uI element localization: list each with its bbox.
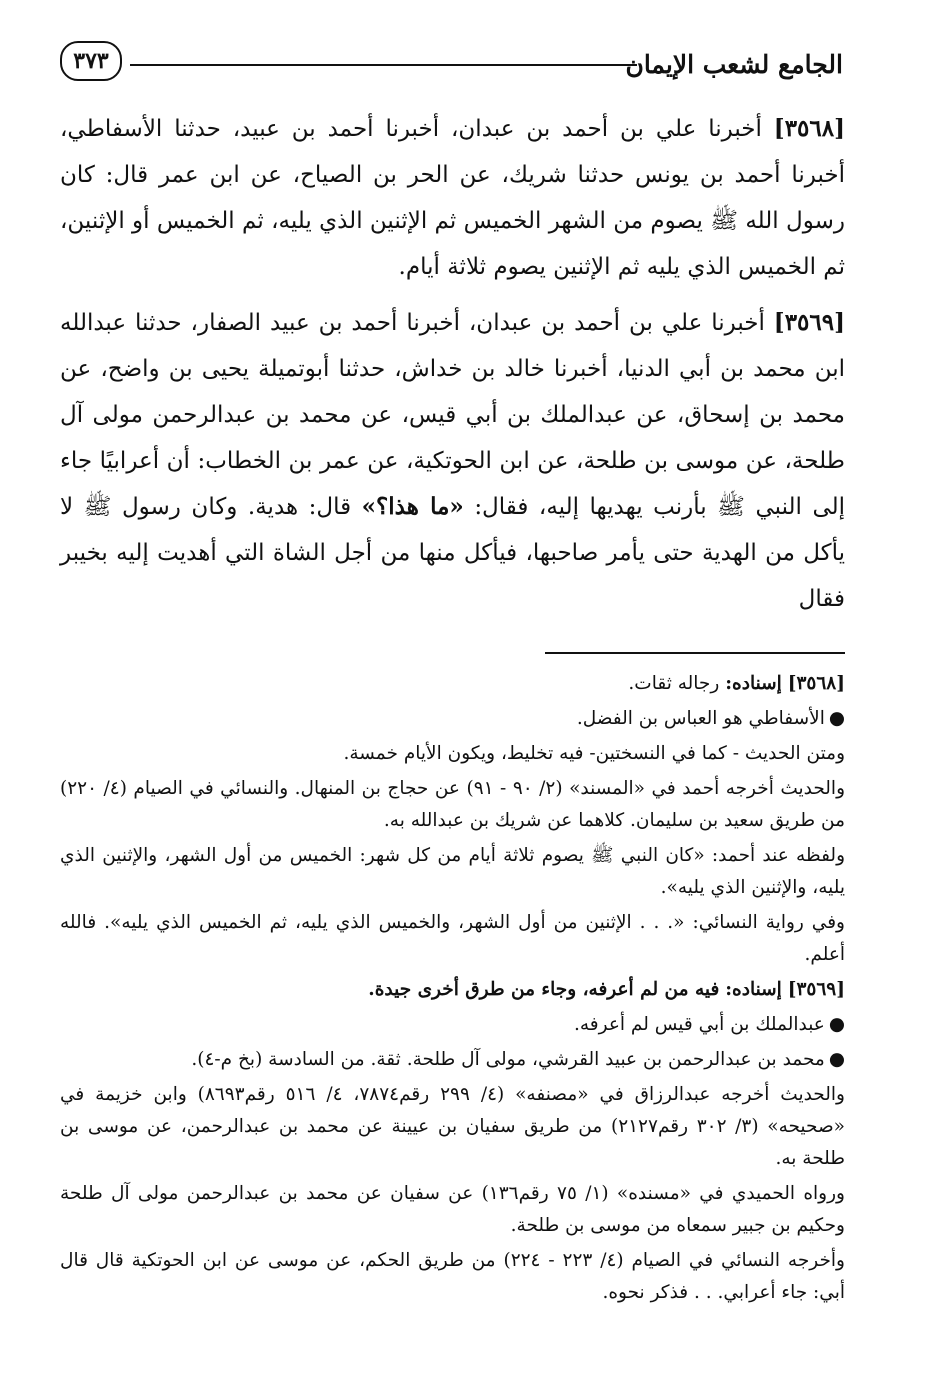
note-paragraph: وأخرجه النسائي في الصيام (٤/ ٢٢٣ - ٢٢٤) من طريق الحكم، عن موسى عن ابن الحوتكية قال قال أبي: جاء أعرابي. . . فذكر نحوه. (60, 1250, 845, 1303)
note-bullet (60, 1044, 845, 1076)
hadith-number: [٣٥٦٨] (773, 115, 845, 142)
page-header (60, 38, 845, 92)
main-text (60, 106, 845, 622)
hadith-text-a: أخبرنا علي بن أحمد بن عبدان، أخبرنا أحمد بن عبيد الصفار، حدثنا عبدالله ابن محمد بن أبي الدنيا، أخبرنا خالد بن خداش، حدثنا أبوتميلة يحيى بن واضح، عن محمد بن إسحاق، عن عبدالملك بن أبي قيس، عن محمد بن عبدالرحمن مولى آل طلحة، عن موسى بن طلحة، عن ابن الحوتكية، عن عمر بن الخطاب: أن أعرابيًا جاء إلى النبي ﷺ بأرنب يهديها إليه، فقال: (60, 310, 846, 520)
note-paragraph: وفي رواية النسائي: «. . . الإثنين من أول الشهر، والخميس الذي يليه، ثم الخميس الذي يليه». فالله أعلم. (60, 912, 845, 965)
note-bullet-text: عبدالملك بن أبي قيس لم أعرفه. (573, 1014, 825, 1035)
note-number: [٣٥٦٨] (787, 673, 845, 694)
header-rule (130, 64, 637, 66)
hadith-text: أخبرنا علي بن أحمد بن عبدان، أخبرنا أحمد بن عبيد، حدثنا الأسفاطي، أخبرنا أحمد بن يونس حدثنا شريك، عن الحر بن الصياح، عن ابن عمر قال: كان رسول الله ﷺ يصوم من الشهر الخميس ثم الإثنين الذي يليه، ثم الخميس أو الإثنين، ثم الخميس الذي يليه ثم الإثنين يصوم ثلاثة أيام. (60, 116, 845, 280)
note-paragraph: ولفظه عند أحمد: «كان النبي ﷺ يصوم ثلاثة أيام من كل شهر: الخميس من أول الشهر، والإثنين الذي يليه، والإثنين الذي يليه». (60, 845, 845, 898)
note-text: فيه من لم أعرفه، وجاء من طرق أخرى جيدة. (368, 979, 720, 1000)
note-bullet-text: محمد بن عبدالرحمن بن عبيد القرشي، مولى آل طلحة. ثقة. من السادسة (بخ م-٤). (191, 1049, 825, 1070)
hadith-3569 (60, 300, 845, 622)
page-number: ٣٧٣ (60, 41, 122, 81)
running-title: الجامع لشعب الإيمان (625, 50, 843, 79)
note-bullet (60, 1009, 845, 1041)
note-3568-head (60, 668, 845, 700)
note-paragraph: والحديث أخرجه أحمد في «المسند» (٢/ ٩٠ - ٩١) عن حجاج بن المنهال. والنسائي في الصيام (٤/ ٢٢٠) من طريق سعيد بن سليمان. كلاهما عن شريك بن عبدالله به. (60, 778, 846, 831)
note-paragraph: والحديث أخرجه عبدالرزاق في «مصنفه» (٤/ ٢٩٩ رقم٧٨٧٤، ٤/ ٥١٦ رقم٨٦٩٣) وابن خزيمة في «صحيحه» (٣/ ٣٠٢ رقم٢١٢٧) من طريق سفيان بن عيينة عن محمد بن عبدالرحمن، عن موسى بن طلحة به. (60, 1084, 845, 1169)
note-label: إسناده: (725, 979, 782, 1000)
bullet-icon: ● (828, 1014, 845, 1035)
footnotes (60, 668, 845, 1309)
note-number: [٣٥٦٩] (787, 979, 845, 1000)
note-paragraph: ورواه الحميدي في «مسنده» (١/ ٧٥ رقم١٣٦) عن سفيان عن محمد بن عبدالرحمن مولى آل طلحة وحكيم بن جبير سمعاه من موسى بن طلحة. (60, 1183, 845, 1236)
hadith-3568 (60, 106, 845, 290)
note-bullet (60, 703, 845, 735)
hadith-quote: «ما هذا؟» (361, 493, 464, 520)
hadith-text-b: قال: هدية. وكان رسول ﷺ لا يأكل من الهدية حتى يأمر صاحبها، فيأكل منها من أجل الشاة التي أهديت إليه بخيبر فقال (60, 494, 845, 612)
note-label: إسناده: (725, 673, 782, 694)
page (60, 38, 845, 1312)
note-bullet-text: الأسفاطي هو العباس بن الفضل. (576, 708, 825, 729)
note-paragraph: ومتن الحديث - كما في النسختين- فيه تخليط، ويكون الأيام خمسة. (343, 743, 845, 764)
hadith-number: [٣٥٦٩] (773, 309, 845, 336)
bullet-icon: ● (828, 708, 845, 729)
note-text: رجاله ثقات. (628, 673, 720, 694)
footnote-divider (545, 652, 845, 654)
bullet-icon: ● (828, 1049, 845, 1070)
note-3569-head (60, 974, 845, 1006)
